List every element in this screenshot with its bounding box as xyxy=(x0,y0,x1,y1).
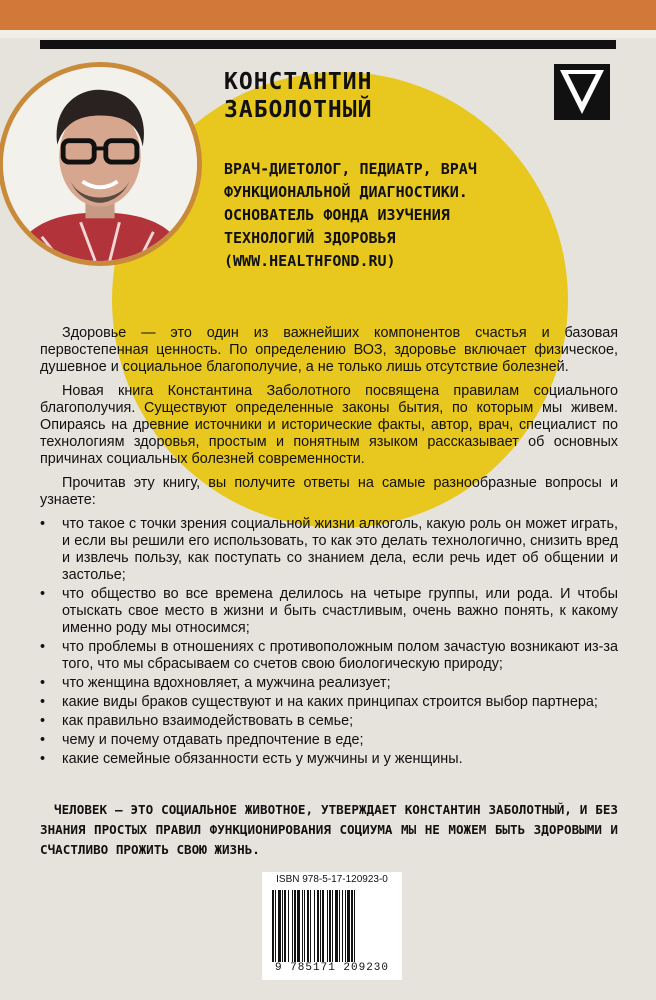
top-white-strip xyxy=(0,30,656,38)
barcode-bar xyxy=(284,890,286,962)
barcode-block xyxy=(262,872,402,980)
barcode-bar xyxy=(332,890,333,962)
barcode-digits: 9 785171 209230 xyxy=(274,962,390,974)
barcode-bar xyxy=(329,890,331,962)
topic-item: • чему и почему отдавать предпочтение в еде; xyxy=(40,732,618,749)
description-paragraph: Здоровье — это один из важнейших компонентов счастья и базовая первостепенная ценность. По определению ВОЗ, здоровье включает физическое, душевное и социальное благополучие, а не только лишь отсутствие болезней. xyxy=(40,325,618,375)
barcode-bar xyxy=(351,890,353,962)
book-description xyxy=(40,325,618,770)
barcode-bar xyxy=(320,890,321,962)
barcode-bar xyxy=(292,890,293,962)
barcode-bar xyxy=(342,890,343,962)
closing-statement: ЧЕЛОВЕК — ЭТО СОЦИАЛЬНОЕ ЖИВОТНОЕ, УТВЕРЖДАЕТ КОНСТАНТИН ЗАБОЛОТНЫЙ, И БЕЗ ЗНАНИЯ ПРОСТЫХ ПРАВИЛ ФУНКЦИОНИРОВАНИЯ СОЦИУМА МЫ НЕ МОЖЕМ БЫТЬ ЗДОРОВЫМИ И СЧАСТЛИВО ПРОЖИТЬ СВОЮ ЖИЗНЬ. xyxy=(40,802,618,857)
barcode-bar xyxy=(288,890,289,962)
barcode-bar xyxy=(335,890,338,962)
author-name: КОНСТАНТИН ЗАБОЛОТНЫЙ xyxy=(224,69,373,123)
barcode-bar xyxy=(302,890,303,962)
barcode-bar xyxy=(307,890,309,962)
topics-list xyxy=(40,516,618,768)
description-paragraph: Прочитав эту книгу, вы получите ответы на самые разнообразные вопросы и узнаете: xyxy=(40,475,618,508)
barcode-bar xyxy=(294,890,296,962)
topic-item: • какие виды браков существуют и на каких принципах строится выбор партнера; xyxy=(40,694,618,711)
topic-item: • что женщина вдохновляет, а мужчина реализует; xyxy=(40,675,618,692)
barcode-bar xyxy=(297,890,300,962)
barcode-bar xyxy=(322,890,324,962)
topic-item: • какие семейные обязанности есть у мужчины и у женщины. xyxy=(40,751,618,768)
top-color-band xyxy=(0,0,656,30)
barcode-bar xyxy=(272,890,274,962)
isbn-label: ISBN 978-5-17-120923-0 xyxy=(276,874,388,885)
barcode-bar xyxy=(347,890,350,962)
topic-item: • что такое с точки зрения социальной жизни алкоголь, какую роль он может играть, и если вы решили его использовать, то как это делать технологично, снизить вред и извлечь пользу, как поступать со знанием дела, если речь идет об общении и застолье; xyxy=(40,516,618,584)
barcode-bar xyxy=(317,890,319,962)
barcode-bar xyxy=(278,890,281,962)
topic-item: • что общество во все времена делилось на четыре группы, или рода. И чтобы отыскать свое место в жизни и быть счастливым, очень важно понять, к какому именно роду мы относимся; xyxy=(40,586,618,637)
top-black-rule xyxy=(40,40,616,49)
barcode-bar xyxy=(282,890,283,962)
barcode-bar xyxy=(304,890,305,962)
barcode-bar xyxy=(275,890,276,962)
author-bio: ВРАЧ-ДИЕТОЛОГ, ПЕДИАТР, ВРАЧ ФУНКЦИОНАЛЬНОЙ ДИАГНОСТИКИ. ОСНОВАТЕЛЬ ФОНДА ИЗУЧЕНИЯ ТЕХНОЛОГИЙ ЗДОРОВЬЯ (WWW.HEALTHFOND.RU) xyxy=(224,160,477,270)
author-portrait-illustration xyxy=(3,67,197,261)
barcode-bar xyxy=(327,890,328,962)
barcode-bar xyxy=(310,890,311,962)
barcode-bar xyxy=(339,890,340,962)
topic-item: • как правильно взаимодействовать в семье; xyxy=(40,713,618,730)
topic-item: • что проблемы в отношениях с противоположным полом зачастую возникают из-за того, что мы сбрасываем со счетов свою биологическую природу; xyxy=(40,639,618,673)
barcode-bar xyxy=(354,890,355,962)
author-portrait xyxy=(0,62,202,266)
barcode-bar xyxy=(345,890,346,962)
publisher-logo-icon xyxy=(554,64,610,120)
barcode-bars xyxy=(272,890,394,962)
description-paragraph: Новая книга Константина Заболотного посвящена правилам социального благополучия. Существуют определенные законы бытия, по которым мы живем. Опираясь на древние источники и исторические факты, автор, врач, специалист по технологиям здоровья, простым и понятным языком рассказывает об основных причинах социальных болезней современности. xyxy=(40,383,618,467)
barcode-bar xyxy=(314,890,315,962)
